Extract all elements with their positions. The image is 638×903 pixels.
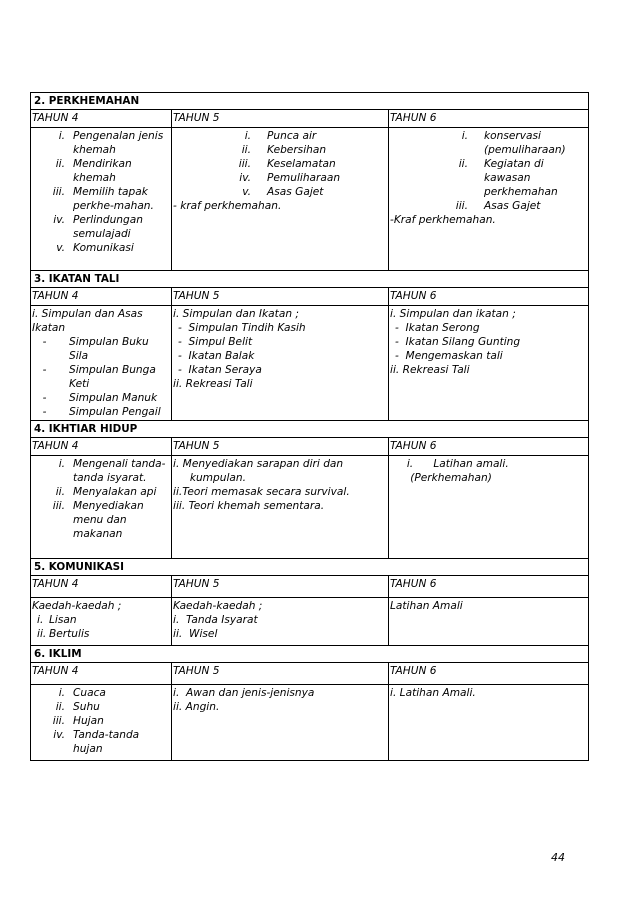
list-item-marker: - [42,336,47,348]
list-item-text: Hujan [73,715,104,727]
list-item-text: Simpulan Buku Sila [69,336,149,362]
list-item-text: Suhu [73,701,100,713]
list-item-text: konservasi (pemuliharaan) [484,130,566,156]
text-line: - Ikatan Silang Gunting [395,336,521,348]
section-title-perkhemahan: 2. PERKHEMAHAN [31,93,589,110]
list-s5-tahun5 [173,613,387,641]
list-s2-tahun6 [390,129,587,213]
list-item-marker: iii. [52,500,65,512]
list-item [32,728,170,756]
list-item-marker: ii. [55,158,65,170]
text-line: - Ikatan Seraya [178,364,262,376]
list-s2-tahun5 [173,129,387,199]
list-item-text: Tanda-tanda hujan [73,729,140,755]
text-s3-tahun6-tail: ii. Rekreasi Tali [390,364,470,376]
list-item-text: Perlindungan semulajadi [73,214,143,240]
list-item-marker: v. [242,186,251,198]
list-item [32,457,170,485]
text-line: i. Latihan amali. [390,458,509,470]
list-item-text: Lisan [49,614,77,626]
section-title-iklim: 6. IKLIM [31,646,589,663]
cell-s3-tahun6 [389,306,589,421]
list-item [32,129,170,157]
list-item-text: Kegiatan di kawasan perkhemahan [484,158,558,198]
list-s6-tahun4 [32,686,170,756]
col-header-tahun4: TAHUN 4 [31,663,172,685]
list-item-marker: ii. [37,628,47,640]
section-title-ikatan-tali: 3. IKATAN TALI [31,271,589,288]
list-item [173,129,387,143]
list-item [173,185,387,199]
section-title-komunikasi: 5. KOMUNIKASI [31,559,589,576]
text-s2-tahun5-extra: - kraf perkhemahan. [173,200,282,212]
list-item-marker: iv. [53,729,65,741]
list-item [32,714,170,728]
text-line: - Simpulan Tindih Kasih [178,322,306,334]
list-item-marker: i. [37,614,44,626]
text-line: ii. Wisel [173,628,218,640]
text-line: - Ikatan Serong [395,322,480,334]
col-header-tahun5: TAHUN 5 [172,438,389,456]
text-line: i. Tanda Isyarat [173,614,258,626]
cell-s5-tahun6: Latihan Amali [389,598,589,646]
text-s3-tahun4-head: i. Simpulan dan Asas Ikatan [32,308,143,334]
list-s2-tahun4 [32,129,170,255]
list-item [390,157,587,199]
col-header-tahun5: TAHUN 5 [172,110,389,128]
cell-s2-tahun6 [389,128,589,271]
cell-s4-tahun6 [389,456,589,559]
col-header-tahun5: TAHUN 5 [172,288,389,306]
list-s6-tahun5 [173,686,387,714]
list-s3-tahun6 [390,321,587,363]
col-header-tahun5: TAHUN 5 [172,576,389,598]
list-item-text: Punca air [267,130,317,142]
text-s5-tahun5-head: Kaedah-kaedah ; [173,600,263,612]
text-line: iii. Teori khemah sementara. [173,500,325,512]
list-item-marker: v. [56,242,65,254]
col-header-tahun6: TAHUN 6 [389,663,589,685]
list-item [37,627,170,641]
text-s2-tahun6-extra: -Kraf perkhemahan. [390,214,496,226]
list-s4-tahun6 [390,457,587,485]
list-item-marker: iii. [52,186,65,198]
list-item [32,157,170,185]
list-item [390,199,587,213]
text-line: i. Awan dan jenis-jenisnya [173,687,315,699]
cell-s4-tahun5 [172,456,389,559]
list-item [32,213,170,241]
list-item [32,335,170,363]
text-line: (Perkhemahan) [390,472,492,484]
cell-s2-tahun4 [31,128,172,271]
list-item-marker: - [42,364,47,376]
col-header-tahun4: TAHUN 4 [31,288,172,306]
text-s3-tahun5-tail: ii. Rekreasi Tali [173,378,253,390]
list-s5-tahun4 [32,613,170,641]
list-s4-tahun4 [32,457,170,541]
list-item-marker: i. [244,130,251,142]
list-item-marker: i. [58,130,65,142]
list-item-marker: ii. [55,701,65,713]
list-item-marker: iii. [455,200,468,212]
cell-s5-tahun5 [172,598,389,646]
list-item-marker: ii. [55,486,65,498]
list-item-text: Cuaca [73,687,106,699]
text-s3-tahun6-head: i. Simpulan dan ikatan ; [390,308,516,320]
section-title-ikhtiar-hidup: 4. IKHTIAR HIDUP [31,421,589,438]
list-item-marker: i. [58,687,65,699]
list-item [32,499,170,541]
list-s3-tahun4 [32,335,170,419]
list-item-marker: - [42,406,47,418]
list-item-text: Mendirikan khemah [73,158,132,184]
list-item [32,363,170,391]
list-item [32,405,170,419]
list-item-marker: i. [461,130,468,142]
cell-s5-tahun4 [31,598,172,646]
col-header-tahun4: TAHUN 4 [31,110,172,128]
col-header-tahun6: TAHUN 6 [389,110,589,128]
list-item [173,171,387,185]
col-header-tahun6: TAHUN 6 [389,438,589,456]
col-header-tahun4: TAHUN 4 [31,438,172,456]
text-line: ii. Angin. [173,701,220,713]
col-header-tahun5: TAHUN 5 [172,663,389,685]
text-line: ii.Teori memasak secara survival. [173,486,350,498]
list-item-marker: iii. [52,715,65,727]
text-line: i. Menyediakan sarapan diri dan [173,458,344,470]
text-line: - Ikatan Balak [178,350,255,362]
cell-s2-tahun5 [172,128,389,271]
list-item-text: Komunikasi [73,242,134,254]
list-item [32,700,170,714]
cell-s6-tahun6: i. Latihan Amali. [389,685,589,761]
list-item [32,241,170,255]
cell-s3-tahun5 [172,306,389,421]
list-item-text: Kebersihan [267,144,327,156]
list-item-marker: iii. [238,158,251,170]
cell-s6-tahun4 [31,685,172,761]
list-item-marker: ii. [241,144,251,156]
list-item [32,485,170,499]
list-item-text: Pemuliharaan [267,172,341,184]
list-item [173,157,387,171]
list-item-text: Asas Gajet [484,200,541,212]
text-s5-tahun4-head: Kaedah-kaedah ; [32,600,122,612]
list-item-text: Menyalakan api [73,486,157,498]
cell-s4-tahun4 [31,456,172,559]
list-item-text: Menyediakan menu dan makanan [73,500,144,540]
cell-s3-tahun4 [31,306,172,421]
list-item-text: Pengenalan jenis khemah [73,130,164,156]
text-line: - Mengemaskan tali [395,350,503,362]
list-item-text: Mengenali tanda-tanda isyarat. [73,458,166,484]
list-item-text: Bertulis [49,628,90,640]
list-item-text: Memilih tapak perkhe-mahan. [73,186,154,212]
list-s4-tahun5 [173,457,387,513]
list-item-text: Keselamatan [267,158,336,170]
list-item-marker: i. [58,458,65,470]
col-header-tahun6: TAHUN 6 [389,576,589,598]
list-item [37,613,170,627]
list-item [173,143,387,157]
syllabus-table [30,92,589,761]
text-s3-tahun5-head: i. Simpulan dan Ikatan ; [173,308,299,320]
list-item-marker: iv. [53,214,65,226]
cell-s6-tahun5 [172,685,389,761]
list-s3-tahun5 [173,321,387,377]
page-number: 44 [551,851,565,864]
text-line: - Simpul Belit [178,336,253,348]
list-item [390,129,587,157]
col-header-tahun6: TAHUN 6 [389,288,589,306]
list-item-text: Simpulan Manuk [69,392,158,404]
list-item-text: Simpulan Bunga Keti [69,364,156,390]
list-item-text: Simpulan Pengail [69,406,161,418]
list-item [32,185,170,213]
list-item-marker: - [42,392,47,404]
col-header-tahun4: TAHUN 4 [31,576,172,598]
list-item [32,686,170,700]
list-item-marker: iv. [239,172,251,184]
list-item-marker: ii. [458,158,468,170]
text-line: kumpulan. [173,472,246,484]
list-item-text: Asas Gajet [267,186,324,198]
list-item [32,391,170,405]
